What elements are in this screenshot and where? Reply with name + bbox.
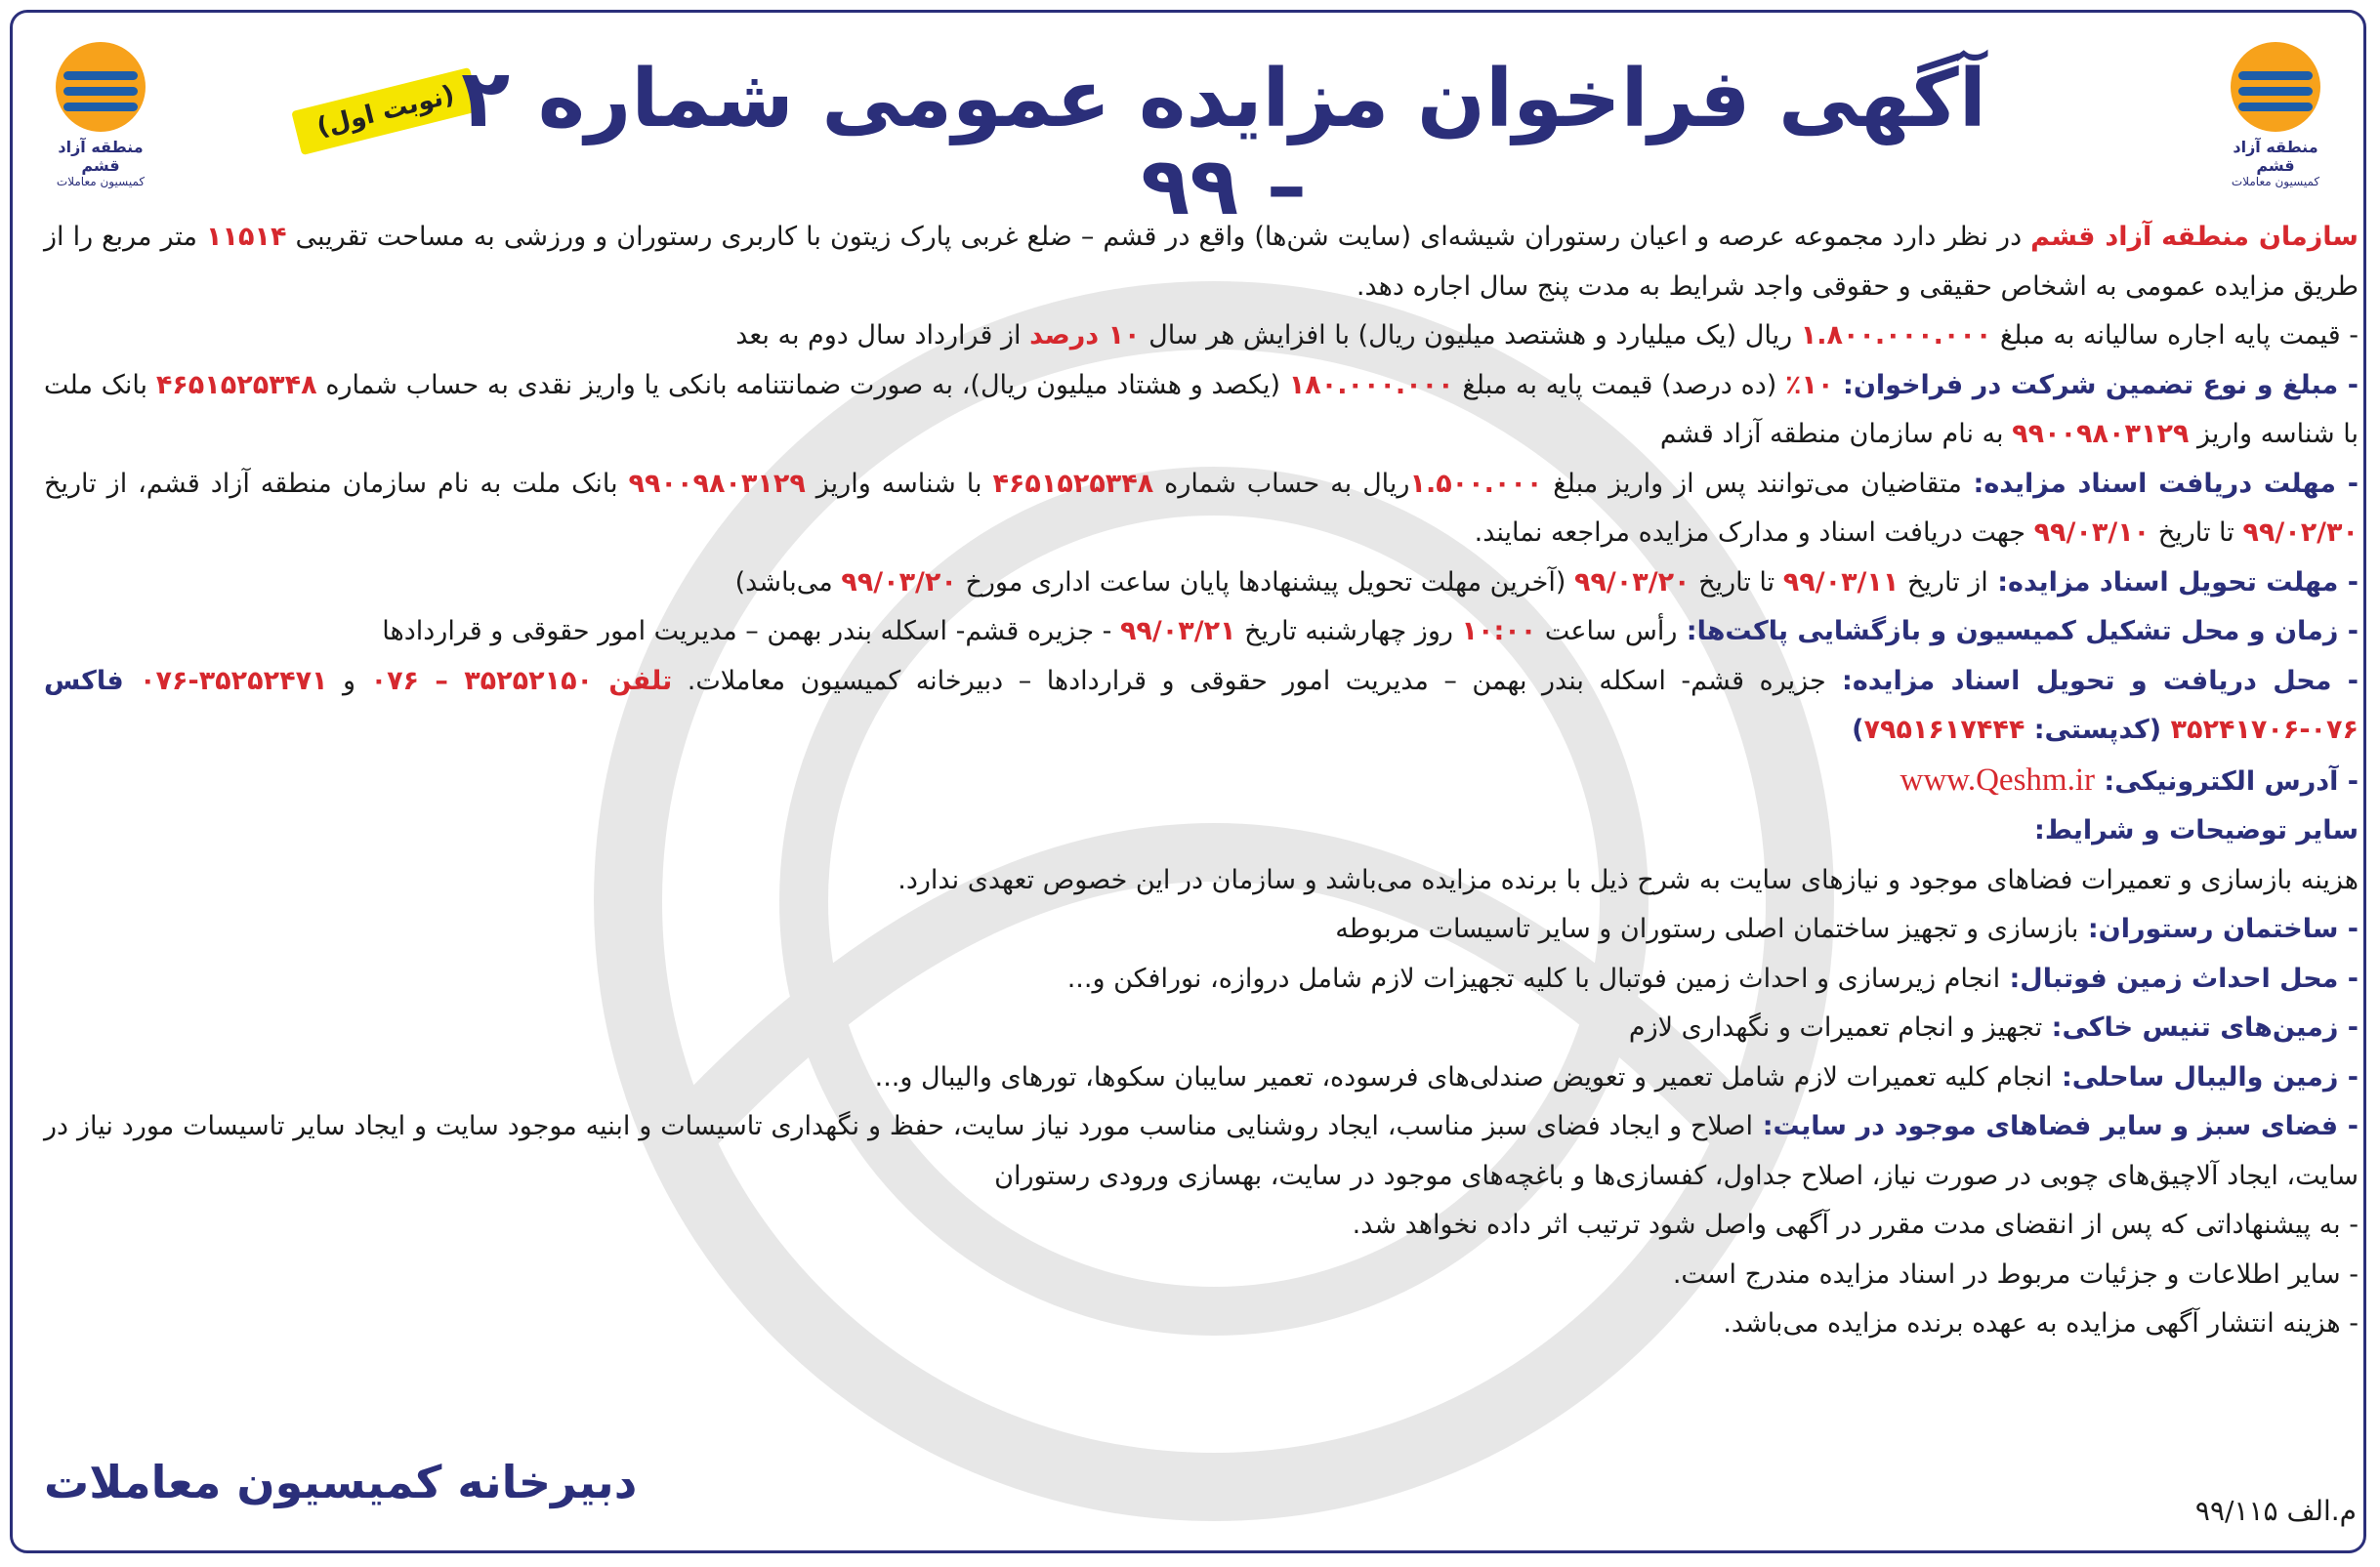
phone-number-2: ۳۵۲۵۲۴۷۱-۰۷۶: [140, 665, 328, 696]
notice-title: آگهی فراخوان مزایده عمومی شماره ۲ – ۹۹: [461, 53, 1986, 234]
notice-body: [44, 213, 2359, 1349]
condition-item: - زمین‌های تنیس خاکی: تجهیز و انجام تعمیرات و نگهداری لازم: [1628, 1012, 2359, 1043]
note-item: - هزینه انتشار آگهی مزایده به عهده برنده مزایده می‌باشد.: [1723, 1308, 2359, 1339]
logo-wave-icon: [56, 42, 146, 132]
logo-caption-main: منطقه آزاد قشم: [58, 138, 144, 175]
postal-code: ۷۹۵۱۶۱۷۴۴۴: [1863, 715, 2025, 745]
note-item: - سایر اطلاعات و جزئیات مربوط در اسناد مزایده مندرج است.: [1672, 1258, 2359, 1290]
guarantee-amount: ۱۸۰.۰۰۰.۰۰۰: [1288, 369, 1454, 400]
phone-number: ۳۵۲۵۲۱۵۰ – ۰۷۶: [370, 665, 594, 696]
doc-receipt-paragraph: - مهلت دریافت اسناد مزایده: متقاضیان می‌توانند پس از واریز مبلغ ۱.۵۰۰.۰۰۰ریال به حساب شماره ۴۶۵۱۵۲۵۳۴۸ با شناسه واریز ۹۹۰۰۹۸۰۳۱۲۹ بانک ملت به نام سازمان منطقه آزاد قشم، از تاریخ ۹۹/۰۲/۳۰ تا تاریخ ۹۹/۰۳/۱۰ جهت دریافت اسناد و مدارک مزایده مراجعه نمایند.: [44, 468, 2359, 548]
free-zone-logo-left: [42, 42, 159, 188]
location-paragraph: - محل دریافت و تحویل اسناد مزایده: جزیره قشم- اسکله بندر بهمن – مدیریت امور حقوقی و قراردادها – دبیرخانه کمیسیون معاملات. تلفن ۳۵۲۵۲۱۵۰ – ۰۷۶ و ۳۵۲۵۲۴۷۱-۰۷۶ فاکس ۰۷۶-۳۵۲۴۱۷۰۶ (کدپستی: ۷۹۵۱۶۱۷۴۴۴): [44, 665, 2359, 745]
commission-line: - زمان و محل تشکیل کمیسیون و بازگشایی پاکت‌ها: رأس ساعت ۱۰:۰۰ روز چهارشنبه تاریخ ۹۹/۰۳/۲۱ - جزیره قشم- اسکله بندر بهمن – مدیریت امور حقوقی و قراردادها: [382, 616, 2359, 646]
website-line: [44, 756, 2359, 807]
website-link[interactable]: www.Qeshm.ir: [1900, 762, 2095, 798]
location-label: - محل دریافت و تحویل اسناد مزایده:: [1825, 665, 2359, 696]
organization-name: سازمان منطقه آزاد قشم: [2030, 222, 2359, 252]
reference-number: م.الف ۹۹/۱۱۵: [2194, 1495, 2357, 1527]
logo-wave-icon: [2231, 42, 2320, 132]
notice-frame: [10, 10, 2366, 1553]
logo-caption-sub: کمیسیون معاملات: [2231, 175, 2320, 188]
condition-item: - فضای سبز و سایر فضاهای موجود در سایت: اصلاح و ایجاد فضای سبز مناسب، ایجاد روشنایی مناسب مورد نیاز سایت، حفظ و نگهداری تاسیسات و ابنیه موجود سایت و ایجاد سایر تاسیسات مورد نیاز در سایت، ایجاد آلاچیق‌های چوبی در صورت نیاز، اصلاح جداول، کفسازی‌ها و باغچه‌های موجود در سایت، بهسازی ورودی رستوران: [44, 1111, 2359, 1191]
base-price-amount: ۱.۸۰۰.۰۰۰.۰۰۰: [1800, 320, 1992, 351]
commission-label: - زمان و محل تشکیل کمیسیون و بازگشایی پاکت‌ها:: [1677, 616, 2359, 646]
free-zone-logo-right: [2217, 42, 2334, 188]
website-label: - آدرس الکترونیکی:: [2095, 765, 2359, 797]
condition-item: - زمین والیبال ساحلی: انجام کلیه تعمیرات لازم شامل تعمیر و تعویض صندلی‌های فرسوده، تعمیر سایبان سکوها، تورهای والیبال و...: [874, 1061, 2359, 1093]
intro-paragraph: سازمان منطقه آزاد قشم در نظر دارد مجموعه عرصه و اعیان رستوران شیشه‌ای (سایت شن‌ها) واقع در قشم – ضلع غربی پارک زیتون با کاربری رستوران و ورزشی به مساحت تقریبی ۱۱۵۱۴ متر مربع را از طریق مزایده عمومی به اشخاص حقیقی و حقوقی واجد شرایط به مدت پنج سال اجاره دهد.: [44, 222, 2359, 302]
conditions-intro: هزینه بازسازی و تعمیرات فضاهای موجود و نیازهای سایت به شرح ذیل با برنده مزایده می‌باشد و سازمان در این خصوص تعهدی ندارد.: [898, 864, 2359, 895]
signature: دبیرخانه کمیسیون معاملات: [44, 1456, 638, 1508]
conditions-heading: سایر توضیحات و شرایط:: [2034, 815, 2359, 845]
logo-caption-sub: کمیسیون معاملات: [56, 175, 146, 188]
area-value: ۱۱۵۱۴: [206, 222, 287, 252]
doc-delivery-label: - مهلت تحویل اسناد مزایده:: [1987, 566, 2359, 598]
fax-number: ۰۷۶-۳۵۲۴۱۷۰۶: [2170, 715, 2359, 745]
base-price-line: - قیمت پایه اجاره سالیانه به مبلغ ۱.۸۰۰.۰۰۰.۰۰۰ ریال (یک میلیارد و هشتصد میلیون ریال) با افزایش هر سال ۱۰ درصد از قرارداد سال دوم به بعد: [735, 320, 2359, 351]
doc-receipt-label: - مهلت دریافت اسناد مزایده:: [1961, 468, 2359, 499]
guarantee-label: - مبلغ و نوع تضمین شرکت در فراخوان:: [1833, 369, 2359, 400]
condition-item: - ساختمان رستوران: بازسازی و تجهیز ساختمان اصلی رستوران و سایر تاسیسات مربوطه: [1335, 914, 2359, 944]
condition-item: - محل احداث زمین فوتبال: انجام زیرسازی و احداث زمین فوتبال با کلیه تجهیزات لازم شامل دروازه، نورافکن و...: [1066, 963, 2359, 994]
logo-caption-main: منطقه آزاد قشم: [2233, 138, 2318, 175]
doc-delivery-line: - مهلت تحویل اسناد مزایده: از تاریخ ۹۹/۰۳/۱۱ تا تاریخ ۹۹/۰۳/۲۰ (آخرین مهلت تحویل پیشنهادها پایان ساعت اداری مورخ ۹۹/۰۳/۲۰ می‌باشد): [734, 566, 2359, 598]
round-badge: (نوبت اول): [291, 67, 480, 155]
guarantee-paragraph: - مبلغ و نوع تضمین شرکت در فراخوان: ۱۰٪ (ده درصد) قیمت پایه به مبلغ ۱۸۰.۰۰۰.۰۰۰ (یکصد و هشتاد میلیون ریال)، به صورت ضمانتنامه بانکی یا واریز نقدی به حساب شماره ۴۶۵۱۵۲۵۳۴۸ بانک ملت با شناسه واریز ۹۹۰۰۹۸۰۳۱۲۹ به نام سازمان منطقه آزاد قشم: [44, 369, 2359, 449]
account-number: ۴۶۵۱۵۲۵۳۴۸: [155, 369, 317, 400]
annual-increase: ۱۰ درصد: [1029, 320, 1141, 351]
note-item: - به پیشنهاداتی که پس از انقضای مدت مقرر در آگهی واصل شود ترتیب اثر داده نخواهد شد.: [1352, 1210, 2359, 1240]
payment-id: ۹۹۰۰۹۸۰۳۱۲۹: [2012, 419, 2190, 449]
